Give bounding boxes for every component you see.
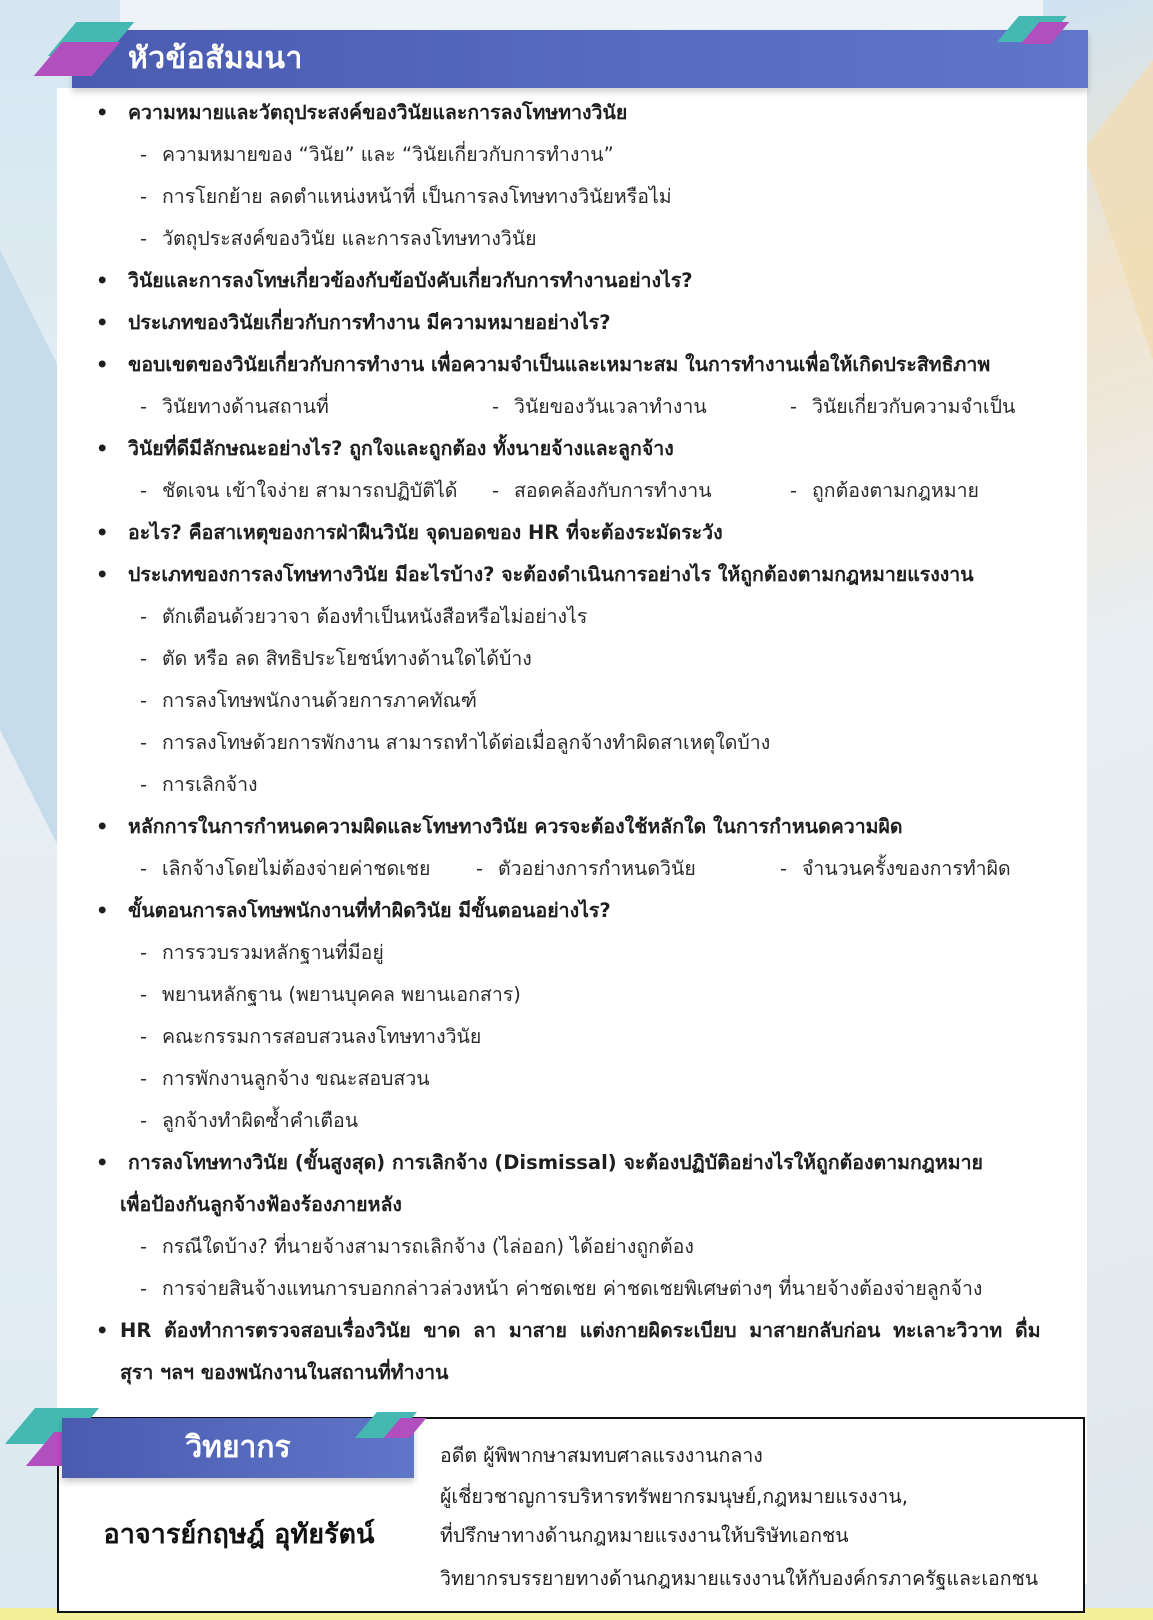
bullet-icon: • xyxy=(96,311,109,334)
speaker-tab-label: วิทยากร xyxy=(185,1430,291,1465)
bullet-icon: • xyxy=(96,353,109,376)
speaker-credential: อดีต ผู้พิพากษาสมทบศาลแรงงานกลาง xyxy=(440,1444,763,1467)
bullet-icon: • xyxy=(96,563,109,586)
bullet-icon: • xyxy=(96,899,109,922)
speaker-name: อาจารย์กฤษฎ์ อุทัยรัตน์ xyxy=(103,1519,375,1550)
subtopic-columns: - เลิกจ้างโดยไม่ต้องจ่ายค่าชดเชย - ตัวอย่างการกำหนดวินัย - จำนวนครั้งของการทำผิด xyxy=(140,857,1011,880)
bullet-icon: • xyxy=(96,1151,109,1174)
subtopic-columns: - ชัดเจน เข้าใจง่าย สามารถปฏิบัติได้ - สอดคล้องกับการทำงาน - ถูกต้องตามกฎหมาย xyxy=(140,479,979,502)
speaker-credential: ผู้เชี่ยวชาญการบริหารทรัพยากรมนุษย์,กฎหมายแรงงาน, xyxy=(440,1485,908,1508)
subtopic-columns: - วินัยทางด้านสถานที่ - วินัยของวันเวลาทำงาน - วินัยเกี่ยวกับความจำเป็น xyxy=(140,395,1016,418)
bullet-icon: • xyxy=(96,269,109,292)
speaker-credential: ที่ปรึกษาทางด้านกฎหมายแรงงานให้บริษัทเอกชน xyxy=(440,1524,849,1547)
bullet-icon: • xyxy=(96,815,109,838)
bullet-icon: • xyxy=(96,521,109,544)
speaker-credential: วิทยากรบรรยายทางด้านกฎหมายแรงงานให้กับองค์กรภาครัฐและเอกชน xyxy=(440,1567,1039,1590)
bullet-icon: • xyxy=(96,101,109,124)
page-title: หัวข้อสัมมนา xyxy=(128,41,303,76)
bullet-icon: • xyxy=(96,1319,109,1342)
bullet-icon: • xyxy=(96,437,109,460)
